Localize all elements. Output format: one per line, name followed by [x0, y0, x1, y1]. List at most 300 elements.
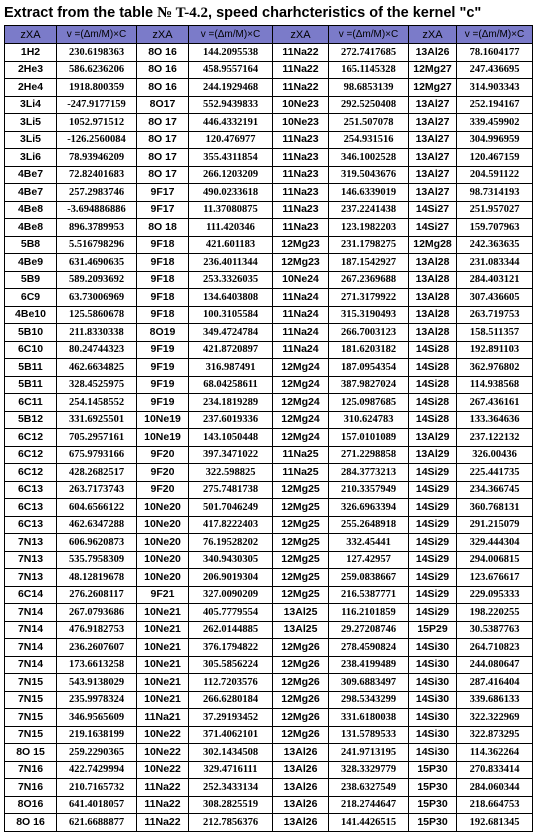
speed-cell: 387.9827024	[329, 376, 409, 394]
speed-cell: 29.27208746	[329, 621, 409, 639]
table-row	[5, 306, 533, 324]
isotope-cell: 10Ne20	[137, 534, 189, 552]
isotope-cell: 5B8	[5, 236, 57, 254]
speed-cell: 76.19528202	[189, 534, 273, 552]
speed-cell: 236.2607607	[57, 639, 137, 657]
table-row	[5, 341, 533, 359]
speed-cell: 252.3433134	[189, 779, 273, 797]
speed-cell: 37.29193452	[189, 709, 273, 727]
speed-cell: 604.6566122	[57, 499, 137, 517]
table-row	[5, 114, 533, 132]
speed-cell: 287.416404	[457, 674, 533, 692]
table-row	[5, 61, 533, 79]
isotope-cell: 10Ne21	[137, 621, 189, 639]
isotope-cell: 9F18	[137, 236, 189, 254]
speed-cell: 112.7203576	[189, 674, 273, 692]
isotope-cell: 11Na24	[273, 341, 329, 359]
speed-cell: 641.4018057	[57, 796, 137, 814]
isotope-cell: 12Mg27	[409, 79, 457, 97]
isotope-cell: 11Na23	[273, 219, 329, 237]
speed-cell: 257.2983746	[57, 184, 137, 202]
isotope-cell: 8O 15	[5, 744, 57, 762]
isotope-cell: 14Si29	[409, 604, 457, 622]
isotope-cell: 12Mg25	[273, 569, 329, 587]
speed-cell: 255.2648918	[329, 516, 409, 534]
speed-cell: 244.080647	[457, 656, 533, 674]
isotope-cell: 13Al28	[409, 271, 457, 289]
speed-cell: 284.3773213	[329, 464, 409, 482]
speed-cell: 339.686133	[457, 691, 533, 709]
isotope-cell: 4Be10	[5, 306, 57, 324]
speed-cell: 294.006815	[457, 551, 533, 569]
isotope-cell: 9F20	[137, 464, 189, 482]
isotope-cell: 13Al27	[409, 184, 457, 202]
speed-cell: 165.1145328	[329, 61, 409, 79]
speed-cell: 111.420346	[189, 219, 273, 237]
isotope-cell: 12Mg26	[273, 726, 329, 744]
speed-cell: 30.5387763	[457, 621, 533, 639]
table-row	[5, 621, 533, 639]
speed-cell: 98.7314193	[457, 184, 533, 202]
table-row	[5, 359, 533, 377]
isotope-cell: 2He3	[5, 61, 57, 79]
isotope-cell: 12Mg24	[273, 429, 329, 447]
speed-cell: 78.1604177	[457, 44, 533, 62]
speed-cell: 421.8720897	[189, 341, 273, 359]
isotope-cell: 9F17	[137, 201, 189, 219]
speed-cell: -126.2560084	[57, 131, 137, 149]
table-row	[5, 691, 533, 709]
isotope-cell: 11Na24	[273, 324, 329, 342]
speed-cell: 181.6203182	[329, 341, 409, 359]
speed-cell: 543.9138029	[57, 674, 137, 692]
isotope-cell: 12Mg25	[273, 481, 329, 499]
column-header-speed: v =(Δm/M)×C	[189, 26, 273, 44]
isotope-cell: 7N15	[5, 674, 57, 692]
table-row	[5, 744, 533, 762]
isotope-cell: 11Na21	[137, 709, 189, 727]
isotope-cell: 13Al28	[409, 324, 457, 342]
table-row	[5, 96, 533, 114]
isotope-cell: 8O 17	[137, 149, 189, 167]
isotope-cell: 11Na23	[273, 184, 329, 202]
speed-cell: 72.82401683	[57, 166, 137, 184]
speed-cell: 1052.971512	[57, 114, 137, 132]
speed-cell: 422.7429994	[57, 761, 137, 779]
isotope-cell: 13Al26	[273, 779, 329, 797]
speed-cell: 267.2369688	[329, 271, 409, 289]
table-row	[5, 516, 533, 534]
isotope-cell: 10Ne23	[273, 96, 329, 114]
speed-cell: 271.2298858	[329, 446, 409, 464]
header-row	[5, 26, 533, 44]
title-suffix: , speed charhcteristics of the kernel "c"	[208, 5, 482, 21]
isotope-cell: 13Al29	[409, 429, 457, 447]
isotope-cell: 6C11	[5, 394, 57, 412]
speed-cell: 284.403121	[457, 271, 533, 289]
table-row	[5, 394, 533, 412]
table-body	[5, 44, 533, 832]
isotope-cell: 10Ne20	[137, 516, 189, 534]
isotope-cell: 11Na24	[273, 289, 329, 307]
speed-cell: 267.0793686	[57, 604, 137, 622]
speed-cell: 405.7779554	[189, 604, 273, 622]
table-row	[5, 324, 533, 342]
speed-cell: 219.1638199	[57, 726, 137, 744]
speed-cell: 68.04258611	[189, 376, 273, 394]
speed-cell: 125.5860678	[57, 306, 137, 324]
speed-cell: 322.598825	[189, 464, 273, 482]
speed-cell: 134.6403808	[189, 289, 273, 307]
speed-cell: 329.4716111	[189, 761, 273, 779]
speed-cell: 251.507078	[329, 114, 409, 132]
isotope-cell: 9F21	[137, 586, 189, 604]
isotope-cell: 9F19	[137, 359, 189, 377]
isotope-cell: 11Na25	[273, 464, 329, 482]
isotope-cell: 12Mg24	[273, 411, 329, 429]
isotope-cell: 12Mg25	[273, 551, 329, 569]
table-number: № T-4.2	[157, 5, 209, 21]
table-row	[5, 499, 533, 517]
column-header-isotope: zXA	[273, 26, 329, 44]
speed-cell: 187.1542927	[329, 254, 409, 272]
speed-cell: 371.4062101	[189, 726, 273, 744]
isotope-cell: 14Si27	[409, 201, 457, 219]
speed-cell: 331.6925501	[57, 411, 137, 429]
isotope-cell: 7N15	[5, 691, 57, 709]
speed-cell: 238.4199489	[329, 656, 409, 674]
speed-cell: 376.1794822	[189, 639, 273, 657]
isotope-cell: 15P30	[409, 779, 457, 797]
speed-cell: 490.0233618	[189, 184, 273, 202]
isotope-cell: 7N16	[5, 761, 57, 779]
speed-cell: 123.676617	[457, 569, 533, 587]
speed-cell: 292.5250408	[329, 96, 409, 114]
table-row	[5, 674, 533, 692]
isotope-cell: 8O 18	[137, 219, 189, 237]
title-prefix: Extract from the table	[4, 5, 158, 21]
table-row	[5, 44, 533, 62]
speed-cell: 278.4590824	[329, 639, 409, 657]
speed-cell: 417.8222403	[189, 516, 273, 534]
speed-cell: 78.93946209	[57, 149, 137, 167]
isotope-cell: 9F20	[137, 446, 189, 464]
speed-cell: 230.6198363	[57, 44, 137, 62]
speed-cell: 120.467159	[457, 149, 533, 167]
isotope-cell: 11Na22	[273, 44, 329, 62]
isotope-cell: 14Si30	[409, 674, 457, 692]
table-row	[5, 464, 533, 482]
isotope-cell: 12Mg23	[273, 254, 329, 272]
speed-cell: 276.2608117	[57, 586, 137, 604]
speed-cell: 421.601183	[189, 236, 273, 254]
table-row	[5, 289, 533, 307]
isotope-cell: 13Al27	[409, 96, 457, 114]
isotope-cell: 14Si29	[409, 516, 457, 534]
speed-cell: 237.2241438	[329, 201, 409, 219]
isotope-cell: 6C12	[5, 464, 57, 482]
isotope-cell: 14Si30	[409, 691, 457, 709]
speed-cell: 238.6327549	[329, 779, 409, 797]
speed-cell: 360.768131	[457, 499, 533, 517]
speed-cell: 589.2093692	[57, 271, 137, 289]
speed-cell: 125.0987685	[329, 394, 409, 412]
column-header-speed: v =(Δm/M)×C	[457, 26, 533, 44]
isotope-cell: 9F17	[137, 184, 189, 202]
isotope-cell: 13Al25	[273, 621, 329, 639]
speed-cell: 100.3105584	[189, 306, 273, 324]
speed-cell: 242.363635	[457, 236, 533, 254]
speed-cell: 346.1002528	[329, 149, 409, 167]
isotope-cell: 11Na22	[137, 779, 189, 797]
table-row	[5, 184, 533, 202]
isotope-cell: 12Mg25	[273, 586, 329, 604]
isotope-cell: 11Na24	[273, 306, 329, 324]
isotope-cell: 6C13	[5, 481, 57, 499]
isotope-cell: 10Ne20	[137, 551, 189, 569]
speed-cell: 896.3789953	[57, 219, 137, 237]
speed-cell: -3.694886886	[57, 201, 137, 219]
column-header-speed: v =(Δm/M)×C	[57, 26, 137, 44]
speed-cell: 304.996959	[457, 131, 533, 149]
speed-cell: 254.931516	[329, 131, 409, 149]
speed-cell: 319.5043676	[329, 166, 409, 184]
speed-cell: 237.6019336	[189, 411, 273, 429]
isotope-cell: 14Si30	[409, 656, 457, 674]
isotope-cell: 5B11	[5, 376, 57, 394]
isotope-cell: 7N13	[5, 569, 57, 587]
speed-cell: 235.9978324	[57, 691, 137, 709]
speed-cell: 198.220255	[457, 604, 533, 622]
speed-cell: 302.1434508	[189, 744, 273, 762]
isotope-cell: 3Li6	[5, 149, 57, 167]
isotope-cell: 10Ne24	[273, 271, 329, 289]
isotope-cell: 5B9	[5, 271, 57, 289]
speed-cell: 204.591122	[457, 166, 533, 184]
isotope-cell: 7N13	[5, 534, 57, 552]
isotope-cell: 12Mg26	[273, 709, 329, 727]
isotope-cell: 11Na25	[273, 446, 329, 464]
isotope-cell: 10Ne21	[137, 604, 189, 622]
table-row	[5, 796, 533, 814]
isotope-cell: 8O 17	[137, 114, 189, 132]
speed-cell: 606.9620873	[57, 534, 137, 552]
isotope-cell: 13Al26	[273, 796, 329, 814]
table-row	[5, 149, 533, 167]
table-row	[5, 761, 533, 779]
isotope-cell: 6C9	[5, 289, 57, 307]
table-row	[5, 551, 533, 569]
speed-cell: 346.9565609	[57, 709, 137, 727]
isotope-cell: 11Na22	[137, 796, 189, 814]
speed-cell: 210.3357949	[329, 481, 409, 499]
isotope-cell: 13Al25	[273, 604, 329, 622]
isotope-cell: 13Al29	[409, 446, 457, 464]
speed-cell: 11.37080875	[189, 201, 273, 219]
isotope-cell: 9F19	[137, 341, 189, 359]
isotope-cell: 8O 16	[137, 61, 189, 79]
isotope-cell: 11Na23	[273, 166, 329, 184]
isotope-cell: 5B12	[5, 411, 57, 429]
speed-cell: 586.6236206	[57, 61, 137, 79]
isotope-cell: 15P30	[409, 761, 457, 779]
speed-cell: 362.976802	[457, 359, 533, 377]
table-row	[5, 131, 533, 149]
table-row	[5, 586, 533, 604]
isotope-cell: 7N14	[5, 639, 57, 657]
isotope-cell: 14Si28	[409, 411, 457, 429]
speed-cell: 263.719753	[457, 306, 533, 324]
isotope-cell: 13Al27	[409, 166, 457, 184]
speed-cell: 308.2825519	[189, 796, 273, 814]
speed-cell: 428.2682517	[57, 464, 137, 482]
speed-cell: 63.73006969	[57, 289, 137, 307]
isotope-cell: 7N14	[5, 604, 57, 622]
isotope-cell: 6C10	[5, 341, 57, 359]
speed-cell: 120.476977	[189, 131, 273, 149]
table-row	[5, 411, 533, 429]
table-row	[5, 656, 533, 674]
isotope-cell: 13Al26	[273, 814, 329, 832]
table-row	[5, 726, 533, 744]
isotope-cell: 8O17	[137, 96, 189, 114]
speed-cell: 462.6347288	[57, 516, 137, 534]
speed-cell: 326.00436	[457, 446, 533, 464]
speed-cell: 675.9793166	[57, 446, 137, 464]
isotope-cell: 2He4	[5, 79, 57, 97]
isotope-cell: 9F20	[137, 481, 189, 499]
isotope-cell: 14Si30	[409, 744, 457, 762]
isotope-cell: 5B11	[5, 359, 57, 377]
isotope-cell: 10Ne22	[137, 761, 189, 779]
speed-cell: 192.891103	[457, 341, 533, 359]
speed-cell: 206.9019304	[189, 569, 273, 587]
speed-cell: 231.083344	[457, 254, 533, 272]
speed-cell: 158.511357	[457, 324, 533, 342]
isotope-cell: 5B10	[5, 324, 57, 342]
isotope-cell: 12Mg24	[273, 359, 329, 377]
table-row	[5, 481, 533, 499]
table-row	[5, 604, 533, 622]
speed-cell: 501.7046249	[189, 499, 273, 517]
speed-cell: 307.436605	[457, 289, 533, 307]
table-row	[5, 709, 533, 727]
isotope-cell: 13Al26	[273, 744, 329, 762]
speed-cell: 225.441735	[457, 464, 533, 482]
speed-cell: 237.122132	[457, 429, 533, 447]
speed-cell: 266.6280184	[189, 691, 273, 709]
speed-cell: 397.3471022	[189, 446, 273, 464]
isotope-cell: 8O 16	[137, 44, 189, 62]
speed-cell: 340.9430305	[189, 551, 273, 569]
table-row	[5, 271, 533, 289]
isotope-cell: 12Mg26	[273, 691, 329, 709]
isotope-cell: 12Mg27	[409, 61, 457, 79]
isotope-cell: 14Si29	[409, 464, 457, 482]
speed-cell: 231.1798275	[329, 236, 409, 254]
speed-cell: 328.3329779	[329, 761, 409, 779]
isotope-cell: 12Mg24	[273, 376, 329, 394]
speed-cell: 355.4311854	[189, 149, 273, 167]
table-row	[5, 814, 533, 832]
speed-cell: 284.060344	[457, 779, 533, 797]
isotope-cell: 8O 16	[137, 79, 189, 97]
isotope-cell: 13Al27	[409, 114, 457, 132]
speed-cell: 133.364636	[457, 411, 533, 429]
isotope-cell: 10Ne19	[137, 429, 189, 447]
speed-cell: 234.366745	[457, 481, 533, 499]
speed-cell: 253.3326035	[189, 271, 273, 289]
isotope-cell: 14Si29	[409, 499, 457, 517]
speed-cell: 247.436695	[457, 61, 533, 79]
speed-cell: 212.7856376	[189, 814, 273, 832]
isotope-cell: 12Mg23	[273, 236, 329, 254]
speed-cell: 266.7003123	[329, 324, 409, 342]
speed-cell: 291.215079	[457, 516, 533, 534]
speed-cell: 621.6688877	[57, 814, 137, 832]
speed-cell: 263.7173743	[57, 481, 137, 499]
isotope-cell: 14Si28	[409, 394, 457, 412]
isotope-cell: 7N14	[5, 656, 57, 674]
isotope-cell: 10Ne20	[137, 499, 189, 517]
isotope-cell: 6C12	[5, 429, 57, 447]
isotope-cell: 12Mg28	[409, 236, 457, 254]
isotope-cell: 8O 17	[137, 131, 189, 149]
speed-cell: 157.0101089	[329, 429, 409, 447]
isotope-cell: 7N15	[5, 726, 57, 744]
speed-cell: 462.6634825	[57, 359, 137, 377]
speed-cell: 349.4724784	[189, 324, 273, 342]
speed-cell: 229.095333	[457, 586, 533, 604]
speed-cell: 310.624783	[329, 411, 409, 429]
speed-cell: 252.194167	[457, 96, 533, 114]
speed-cell: 267.436161	[457, 394, 533, 412]
table-row	[5, 779, 533, 797]
isotope-cell: 9F19	[137, 376, 189, 394]
isotope-cell: 9F18	[137, 289, 189, 307]
isotope-cell: 4Be7	[5, 184, 57, 202]
speed-cell: 192.681345	[457, 814, 533, 832]
speed-cell: 1918.800359	[57, 79, 137, 97]
speed-cell: 144.2095538	[189, 44, 273, 62]
speed-cell: 114.938568	[457, 376, 533, 394]
isotope-cell: 6C12	[5, 446, 57, 464]
isotope-cell: 10Ne21	[137, 639, 189, 657]
speed-cell: 262.0144885	[189, 621, 273, 639]
isotope-cell: 9F18	[137, 306, 189, 324]
speed-cell: 187.0954354	[329, 359, 409, 377]
isotope-cell: 14Si27	[409, 219, 457, 237]
isotope-cell: 14Si29	[409, 586, 457, 604]
isotope-cell: 12Mg25	[273, 499, 329, 517]
table-row	[5, 236, 533, 254]
speed-cell: 210.7165732	[57, 779, 137, 797]
speed-cell: 272.7417685	[329, 44, 409, 62]
speed-cell: 259.2290365	[57, 744, 137, 762]
column-header-isotope: zXA	[5, 26, 57, 44]
table-row	[5, 201, 533, 219]
table-row	[5, 254, 533, 272]
speed-cell: -247.9177159	[57, 96, 137, 114]
table-row	[5, 219, 533, 237]
isotope-cell: 13Al27	[409, 131, 457, 149]
isotope-cell: 4Be7	[5, 166, 57, 184]
speed-cell: 218.2744647	[329, 796, 409, 814]
isotope-cell: 13Al28	[409, 254, 457, 272]
isotope-cell: 10Ne20	[137, 569, 189, 587]
speed-cell: 327.0090209	[189, 586, 273, 604]
isotope-cell: 14Si30	[409, 709, 457, 727]
